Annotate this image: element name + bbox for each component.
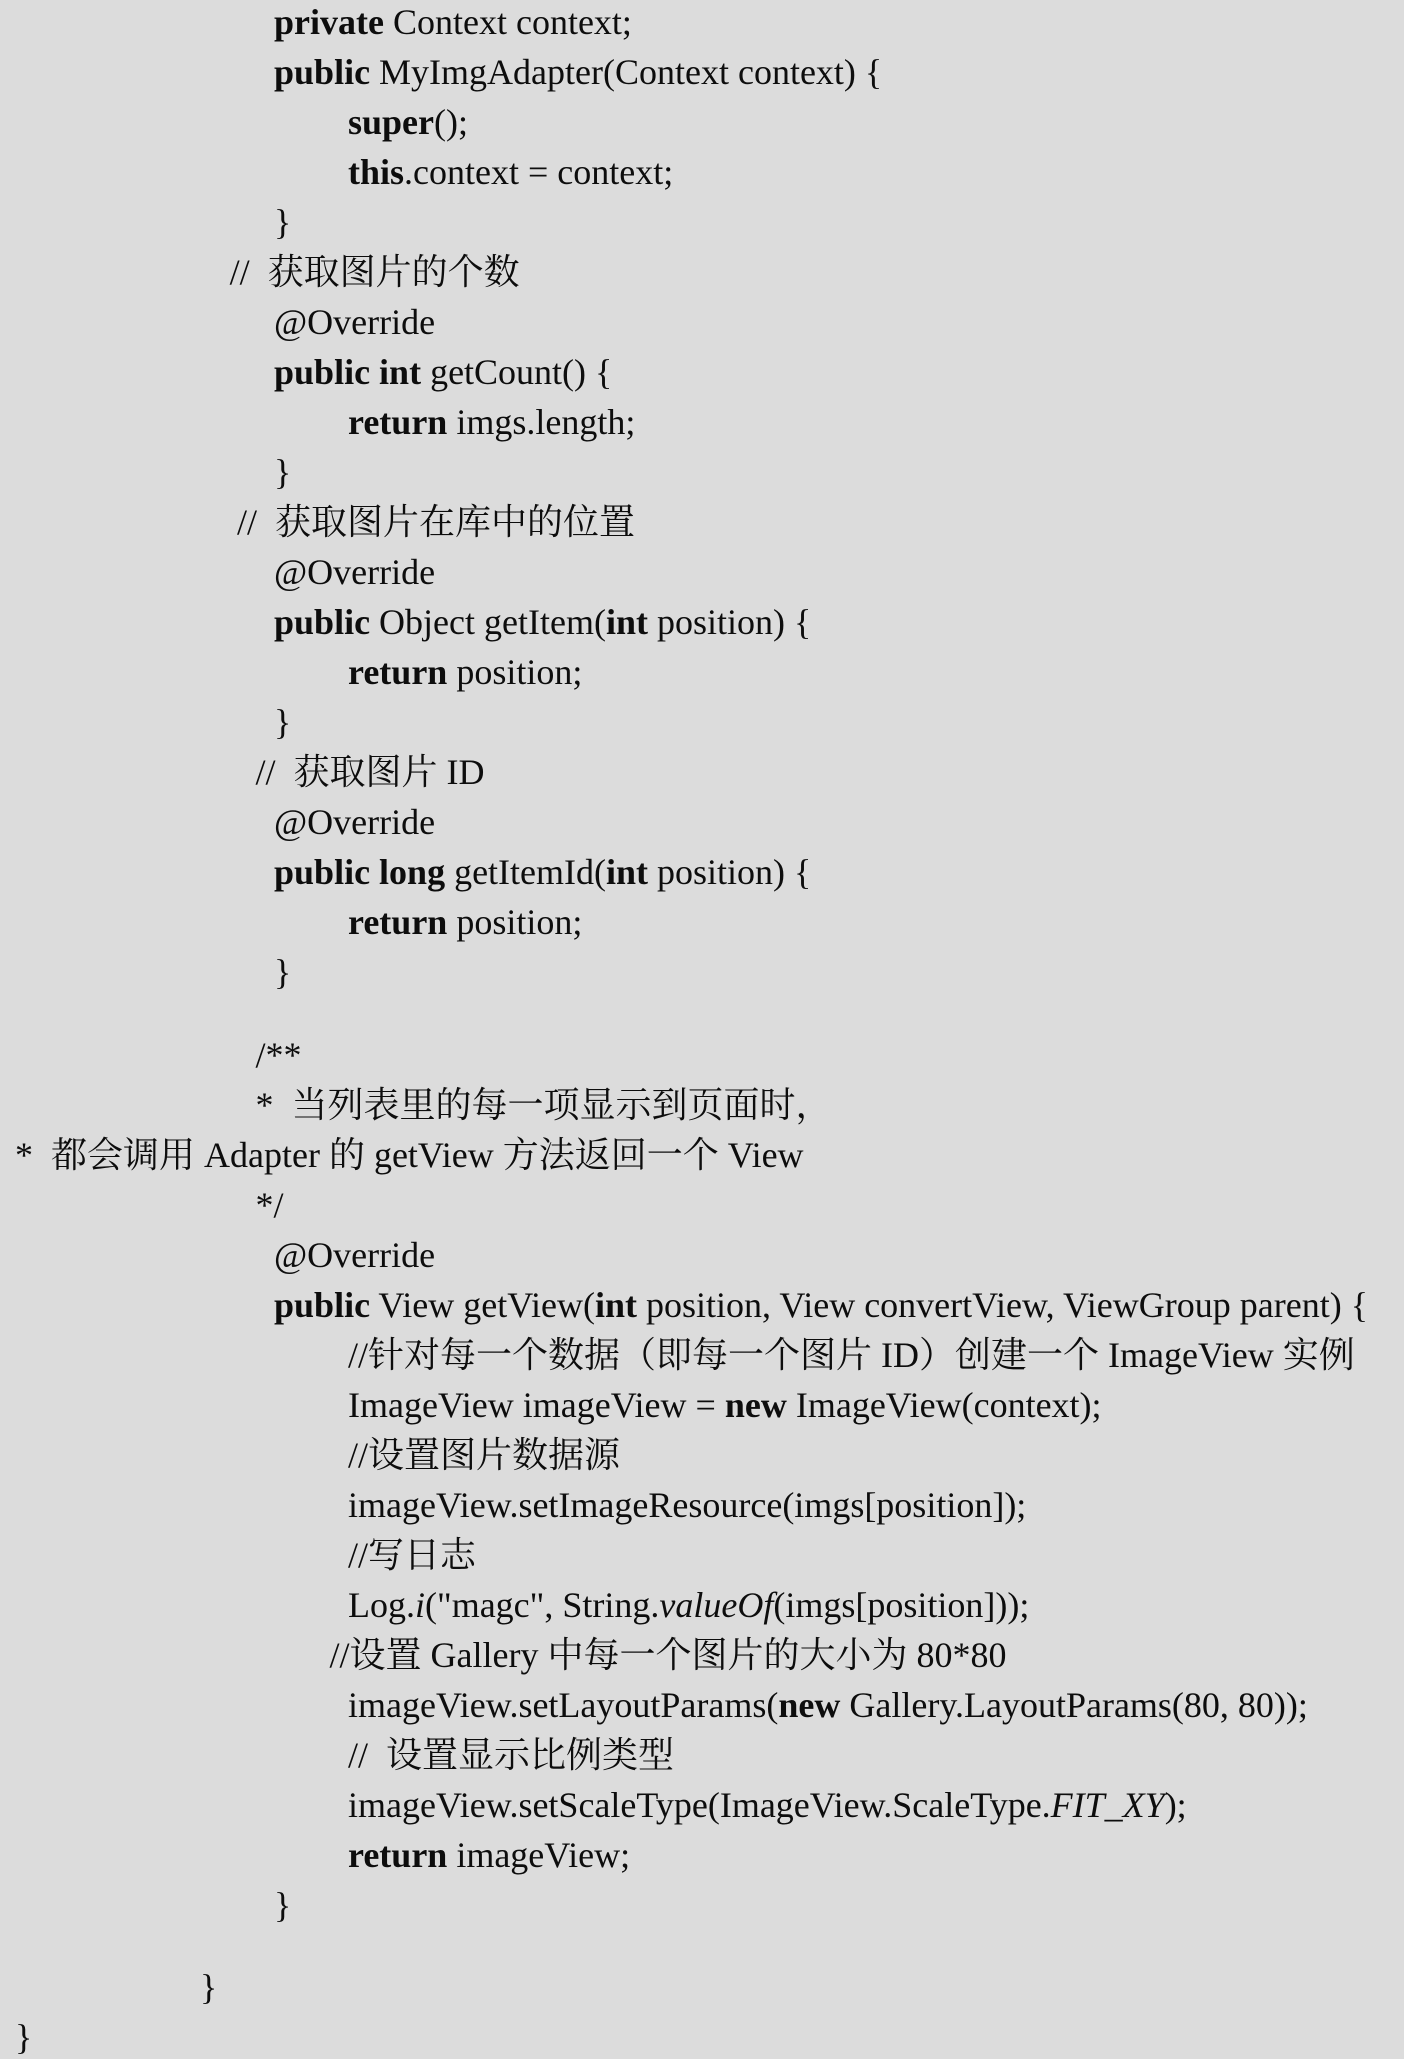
code-text: position) { (647, 602, 812, 642)
code-text: Gallery.LayoutParams(80, 80)); (840, 1684, 1308, 1725)
code-line (348, 1733, 674, 1777)
code-line (348, 150, 673, 194)
code-line (274, 200, 291, 244)
code-text: (); (434, 102, 468, 142)
code-text: View getView( (370, 1284, 595, 1325)
code-line (348, 1683, 1308, 1727)
code-text: position; (447, 902, 583, 942)
code-text: } (274, 952, 292, 992)
code-line (274, 350, 612, 394)
code-text: ImageView imageView = (348, 1384, 725, 1425)
code-line (348, 1383, 1102, 1427)
code-text: ("magc", String. (425, 1584, 660, 1625)
code-text: } (15, 2017, 33, 2057)
code-keyword: new (778, 1684, 841, 1725)
code-line (274, 700, 291, 744)
code-text: imageView.setImageResource(imgs[position]); (348, 1484, 1027, 1525)
code-text: @Override (274, 802, 436, 842)
code-line (274, 1883, 291, 1927)
code-keyword: return (348, 402, 448, 442)
code-keyword: return (348, 1834, 448, 1875)
code-line (256, 1183, 284, 1227)
code-text: // 获取图片在库中的位置 (237, 502, 636, 542)
code-keyword: int (595, 1284, 638, 1325)
code-keyword: private (274, 2, 384, 42)
code-text: MyImgAdapter(Context context) { (370, 52, 883, 92)
code-line (15, 2015, 32, 2059)
code-text: } (274, 1884, 292, 1925)
code-text: /** (255, 1034, 302, 1075)
code-line (15, 1133, 804, 1177)
code-text: //针对每一个数据（即每一个图片 ID）创建一个 ImageView 实例 (348, 1334, 1355, 1375)
code-line (274, 800, 435, 844)
code-line (274, 600, 811, 644)
code-text: //设置图片数据源 (348, 1434, 621, 1475)
code-text: Context context; (383, 2, 632, 42)
code-keyword: public int (274, 352, 422, 392)
code-keyword: public (274, 602, 371, 642)
code-text: // 设置显示比例类型 (348, 1734, 675, 1775)
code-text: imageView.setScaleType(ImageView.ScaleType. (348, 1784, 1051, 1825)
code-line (348, 900, 582, 944)
code-line (348, 1583, 1029, 1627)
code-italic: FIT_XY (1050, 1784, 1165, 1825)
code-line (274, 550, 435, 594)
code-text: (imgs[position])); (773, 1584, 1030, 1625)
code-text: } (274, 202, 292, 242)
code-line (256, 1083, 832, 1127)
code-text: position) { (648, 852, 812, 892)
code-line (348, 400, 635, 444)
code-line (348, 1333, 1355, 1377)
code-text: imageView; (447, 1834, 631, 1875)
code-text: @Override (274, 1234, 436, 1275)
code-line (274, 850, 811, 894)
code-text: getItemId( (445, 852, 607, 892)
code-keyword: return (348, 902, 448, 942)
code-line (274, 1233, 435, 1277)
code-text: imgs.length; (447, 402, 636, 442)
code-line (274, 50, 882, 94)
code-keyword: this (348, 152, 405, 192)
code-line (237, 500, 635, 544)
code-line (274, 1283, 1368, 1327)
code-text: } (274, 452, 292, 492)
code-line (348, 1483, 1026, 1527)
code-text: * 当列表里的每一项显示到页面时， (255, 1084, 832, 1125)
code-italic: i (415, 1584, 426, 1625)
code-text: .context = context; (404, 152, 674, 192)
code-italic: valueOf (659, 1584, 774, 1625)
code-line (200, 1965, 217, 2009)
code-text: Object getItem( (370, 602, 606, 642)
code-line (348, 1533, 476, 1577)
code-text: //设置 Gallery 中每一个图片的大小为 80*80 (329, 1634, 1007, 1675)
code-keyword: int (606, 852, 649, 892)
code-line (348, 100, 468, 144)
code-text: position, View convertView, ViewGroup parent) { (637, 1284, 1368, 1325)
code-line (330, 1633, 1007, 1677)
code-keyword: super (348, 102, 435, 142)
code-keyword: public long (274, 852, 446, 892)
code-keyword: public (274, 52, 371, 92)
code-line (230, 250, 520, 294)
code-line (256, 750, 485, 794)
code-text: position; (447, 652, 583, 692)
code-line (274, 950, 291, 994)
code-text: // 获取图片 ID (255, 752, 485, 792)
code-text: // 获取图片的个数 (229, 252, 520, 292)
code-text: @Override (274, 552, 436, 592)
code-line (348, 650, 582, 694)
code-text: @Override (274, 302, 436, 342)
code-line (274, 300, 435, 344)
code-text: } (200, 1967, 218, 2007)
code-text: ImageView(context); (786, 1384, 1102, 1425)
code-text: imageView.setLayoutParams( (348, 1684, 779, 1725)
code-text: ); (1164, 1784, 1187, 1825)
code-line (348, 1783, 1187, 1827)
code-keyword: int (605, 602, 648, 642)
code-keyword: public (274, 1284, 371, 1325)
code-keyword: return (348, 652, 448, 692)
code-text: */ (255, 1184, 284, 1225)
code-line (274, 450, 291, 494)
code-text: } (274, 702, 292, 742)
code-text: Log. (348, 1584, 415, 1625)
code-line (256, 1033, 302, 1077)
code-keyword: new (724, 1384, 787, 1425)
code-line (348, 1433, 620, 1477)
code-text: //写日志 (348, 1534, 477, 1575)
code-text: * 都会调用 Adapter 的 getView 方法返回一个 View (15, 1134, 804, 1175)
code-line (348, 1833, 630, 1877)
code-line (274, 0, 632, 44)
code-text: getCount() { (421, 352, 613, 392)
